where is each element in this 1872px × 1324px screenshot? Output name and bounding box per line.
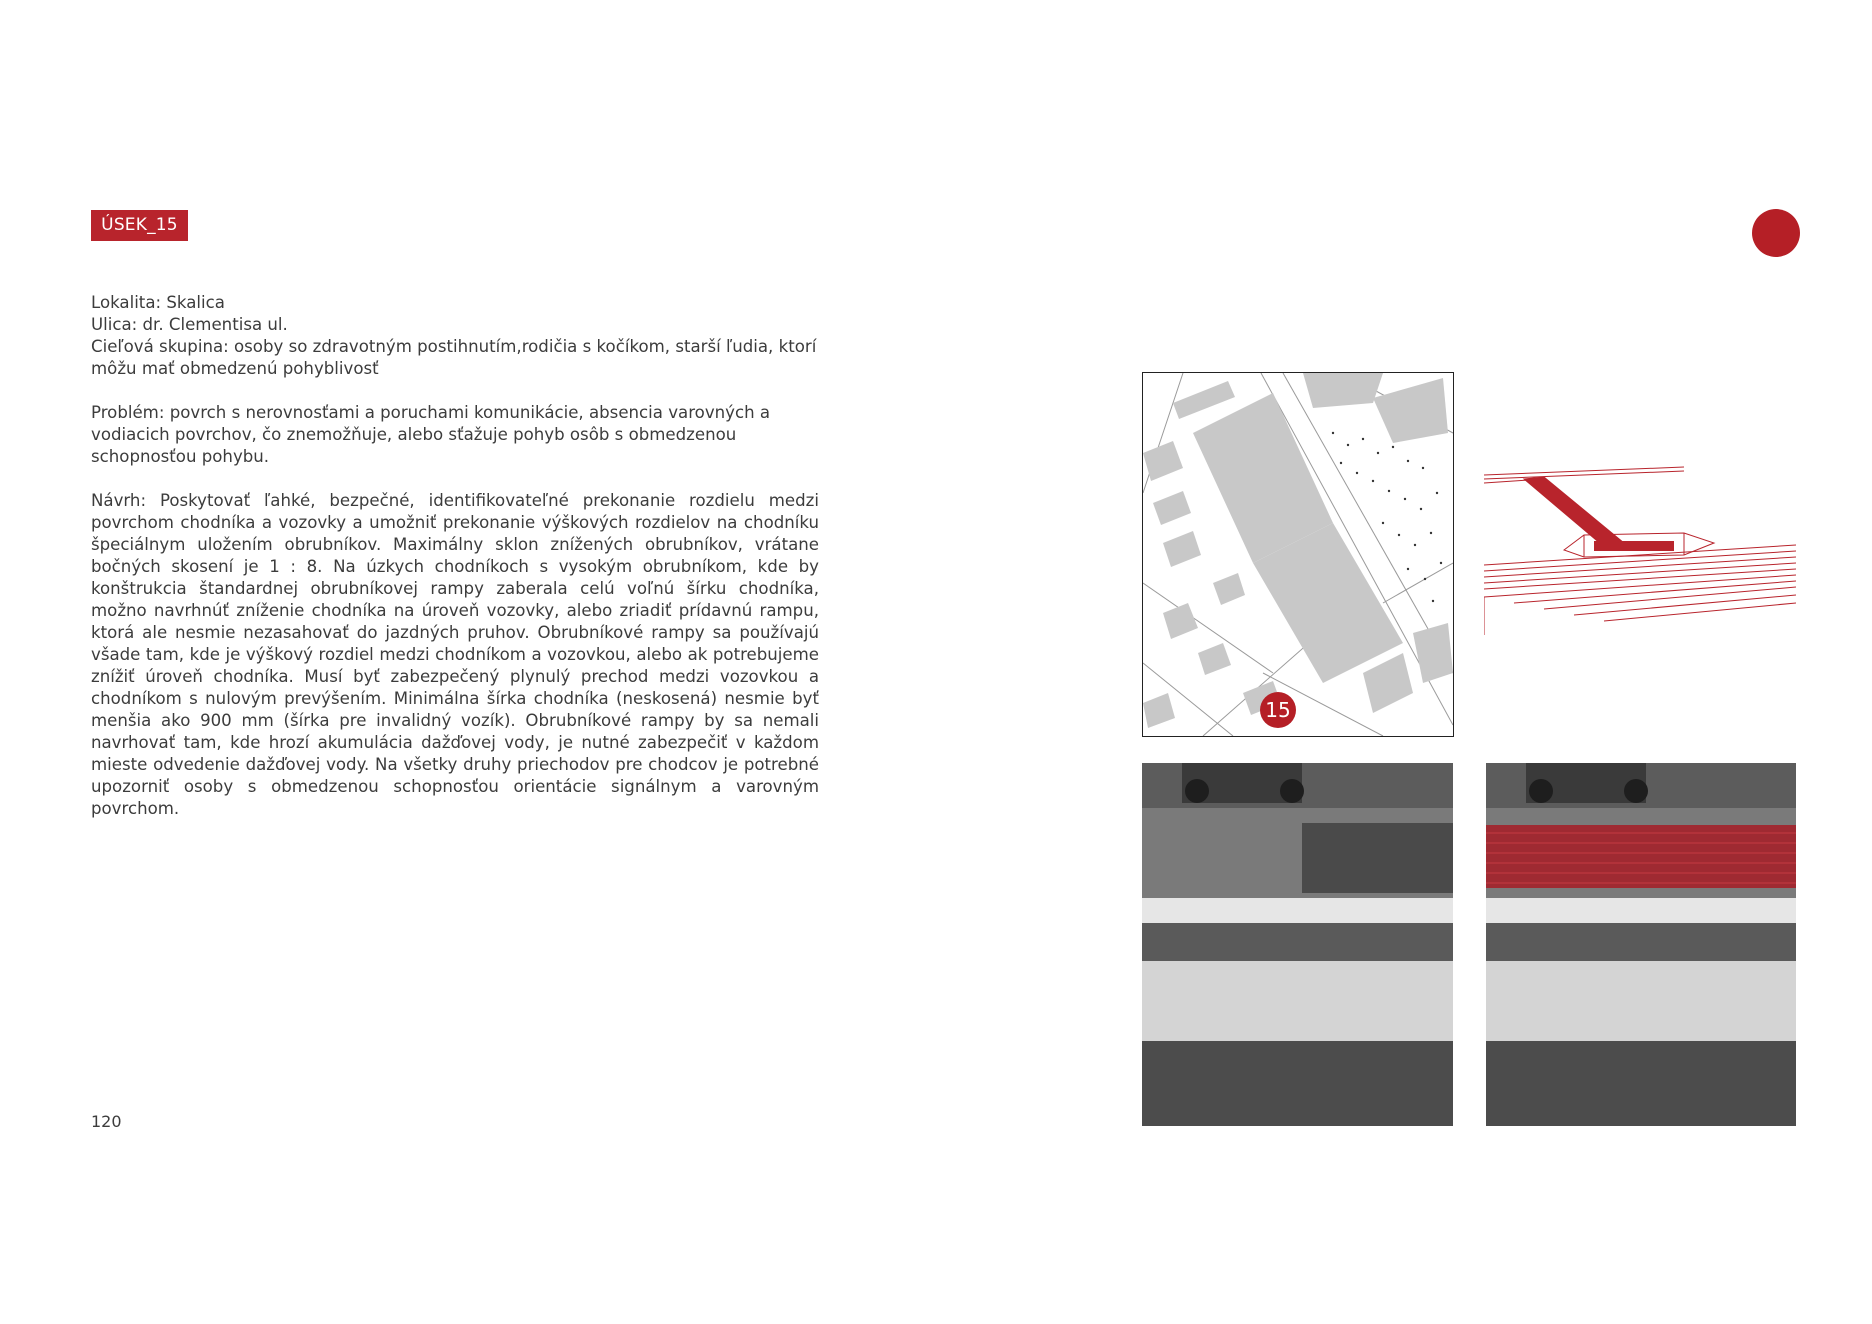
section-tag: ÚSEK_15 (91, 210, 188, 241)
photo-existing (1142, 763, 1453, 1126)
problem-paragraph: Problém: povrch s nerovnosťami a poruchami komunikácie, absencia varovných a vodiacich povrchov, čo znemožňuje, alebo sťažuje pohyb osôb s obmedzenou schopnosťou pohybu. (91, 403, 771, 466)
page-number: 120 (91, 1112, 122, 1131)
lokalita-line: Lokalita: Skalica (91, 293, 225, 312)
proposal-paragraph: Návrh: Poskytovať ľahké, bezpečné, identifikovateľné prekonanie rozdielu medzi povrchom chodníka a vozovky a umožniť prekonanie výškových rozdielov na chodníku špeciálnym uložením obrubníkov. Maximálny sklon znížených obrubníkov, vrátane bočných skosení je 1 : 8. Na úzkych chodníkoch s vysokým obrubníkom, kde by konštrukcia štandardnej obrubníkovej rampy zaberala celú voľnú šírku chodníka, možno navrhnúť zníženie chodníka na úroveň vozovky, alebo zriadiť prídavnú rampu, ktorá ale nesmie nezasahovať do jazdných pruhov. Obrubníkové rampy sa používajú všade tam, kde je výškový rozdiel medzi chodníkom a vozovkou, alebo ak potrebujeme znížiť úroveň chodníka. Musí byť zabezpečený plynulý prechod medzi vozovkou a chodníkom s nulovým prevýšením. Minimálna šírka chodníka (neskosená) nesmie byť menšia ako 900 mm (šírka pre invalidný vozík). Obrubníkové rampy by sa nemali navrhovať tam, kde hrozí akumulácia dažďovej vody, je nutné zabezpečiť v každom mieste odvedenie dažďovej vody. Na všetky druhy priechodov pre chodcov je potrebné upozorniť osoby s obmedzenou schopnosťou orientácie signálnym a varovným povrchom. (91, 491, 819, 818)
site-map (1142, 372, 1454, 737)
curb-ramp-drawing (1484, 455, 1796, 635)
section-marker-dot (1752, 209, 1800, 257)
photo-proposal (1486, 763, 1796, 1126)
text-column (91, 292, 819, 820)
target-group-line: Cieľová skupina: osoby so zdravotným postihnutím,rodičia s kočíkom, starší ľudia, ktorí môžu mať obmedzenú pohyblivosť (91, 337, 817, 378)
ulica-line: Ulica: dr. Clementisa ul. (91, 315, 288, 334)
map-marker-label: 15 (1265, 698, 1291, 722)
